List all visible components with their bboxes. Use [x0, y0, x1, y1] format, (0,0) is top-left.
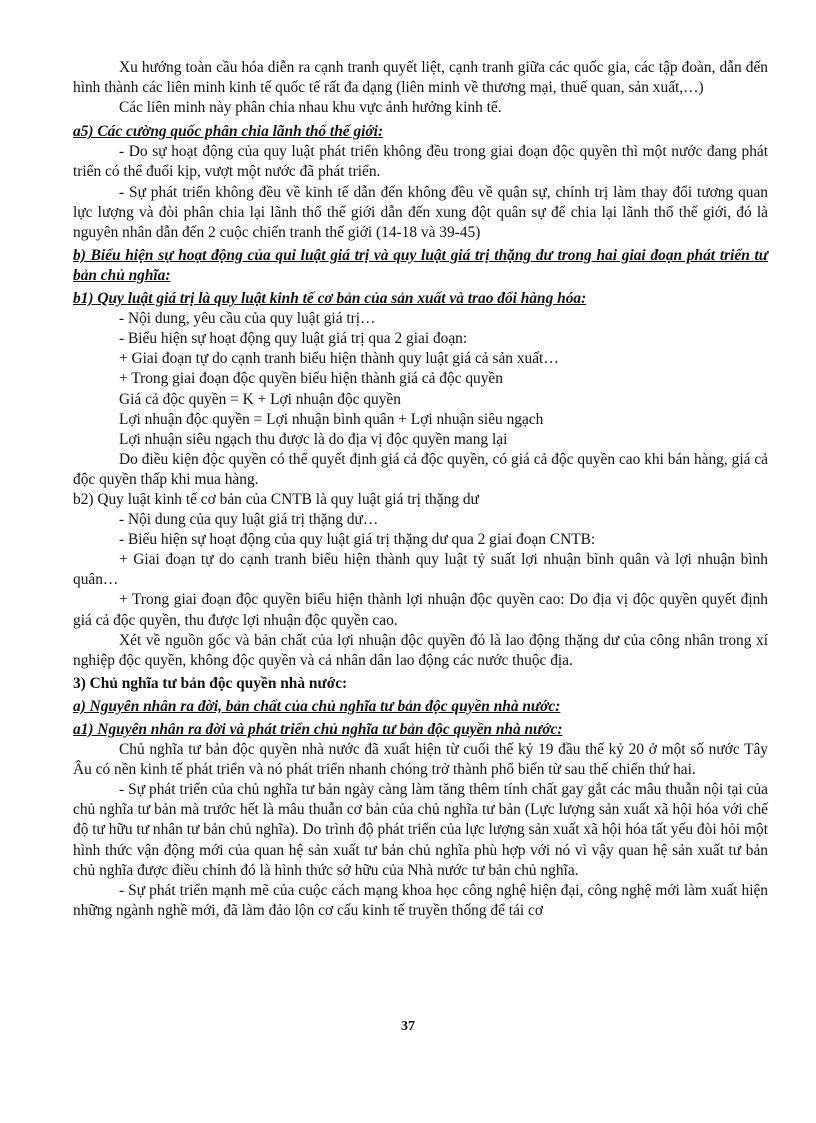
- paragraph: Xu hướng toàn cầu hóa diễn ra cạnh tranh quyết liệt, cạnh tranh giữa các quốc gia, các tập đoàn, dẫn đến hình thành các liên minh kinh tế quốc tế rất đa dạng (liên minh về thương mại, thuế quan, sản xuất,…): [73, 59, 768, 97]
- paragraph: - Biểu hiện sự hoạt động quy luật giá trị qua 2 giai đoạn:: [119, 330, 468, 348]
- paragraph: Chủ nghĩa tư bản độc quyền nhà nước đã xuất hiện từ cuối thế kỷ 19 đầu thế kỷ 20 ở một số nước Tây Âu có nền kinh tế phát triển và nó phát triển nhanh chóng trở thành phổ biến từ sau thế chiến thứ hai.: [73, 741, 768, 779]
- section-heading-a: a) Nguyên nhân ra đời, bản chất của chủ nghĩa tư bản độc quyền nhà nước:: [73, 697, 561, 715]
- document-page: [73, 58, 768, 921]
- formula-line: Lợi nhuận độc quyền = Lợi nhuận bình quân + Lợi nhuận siêu ngạch: [119, 410, 544, 428]
- paragraph: Do điều kiện độc quyền có thể quyết định giá cả độc quyền, có giá cả độc quyền cao khi bán hàng, giá cả độc quyền thấp khi mua hàng.: [73, 450, 768, 488]
- section-heading-3: 3) Chủ nghĩa tư bản độc quyền nhà nước:: [73, 674, 348, 692]
- page-number: 37: [401, 1019, 415, 1034]
- paragraph: - Sự phát triển mạnh mẽ của cuộc cách mạng khoa học công nghệ hiện đại, công nghệ mới làm xuất hiện những ngành nghề mới, đã làm đảo lộn cơ cấu kinh tế truyền thống để tái cơ: [73, 881, 768, 919]
- paragraph: - Sự phát triển của chủ nghĩa tư bản ngày càng làm tăng thêm tính chất gay gắt các mâu thuẫn nội tại của chủ nghĩa tư bản mà trước hết là mâu thuẫn cơ bản của chủ nghĩa tư bản (Lực lượng sản xuất xã hội hóa với chế độ tư hữu tư nhân tư bản chủ nghĩa). Do trình độ phát triển của lực lượng sản xuất xã hội hóa tất yếu đòi hỏi một hình thức vận động mới của quan hệ sản xuất tư bản chủ nghĩa phù hợp với nó vì vậy quan hệ sản xuất tư bản chủ nghĩa được điều chỉnh đó là hình thức sở hữu của Nhà nước tư bản chủ nghĩa.: [73, 781, 768, 879]
- paragraph: - Nội dung của quy luật giá trị thặng dư…: [119, 511, 379, 529]
- paragraph: - Sự phát triển không đều về kinh tế dẫn đến không đều về quân sự, chính trị làm thay đổi tương quan lực lượng và đòi phân chia lại lãnh thổ thế giới dẫn đến xung đột quân sự để chia lại lãnh thổ thế giới, đó là nguyên nhân dẫn đến 2 cuộc chiến tranh thế giới (14-18 và 39-45): [73, 183, 768, 241]
- paragraph: + Trong giai đoạn độc quyền biểu hiện thành lợi nhuận độc quyền cao: Do địa vị độc quyền quyết định giá cả độc quyền, thu được lợi nhuận độc quyền cao.: [73, 591, 768, 629]
- section-heading-a5: a5) Các cường quốc phân chia lãnh thổ thế giới:: [73, 123, 384, 141]
- formula-line: Giá cả độc quyền = K + Lợi nhuận độc quyền: [119, 390, 401, 408]
- paragraph: Lợi nhuận siêu ngạch thu được là do địa vị độc quyền mang lại: [119, 430, 508, 448]
- paragraph: - Do sự hoạt động của quy luật phát triển không đều trong giai đoạn độc quyền thì một nước đang phát triển có thể đuổi kịp, vượt một nước đã phát triển.: [73, 143, 768, 181]
- paragraph: Xét về nguồn gốc và bản chất của lợi nhuận độc quyền đó là lao động thặng dư của công nhân trong xí nghiệp độc quyền, không độc quyền và cả nhân dân lao động các nước thuộc địa.: [73, 631, 768, 669]
- paragraph: Các liên minh này phân chia nhau khu vực ảnh hưởng kinh tế.: [119, 99, 502, 117]
- subsection-b2: b2) Quy luật kinh tế cơ bản của CNTB là quy luật giá trị thặng dư: [73, 490, 479, 508]
- paragraph: - Biểu hiện sự hoạt động của quy luật giá trị thặng dư qua 2 giai đoạn CNTB:: [119, 531, 596, 549]
- paragraph: + Giai đoạn tự do cạnh tranh biểu hiện thành quy luật giá cả sản xuất…: [119, 350, 559, 368]
- section-heading-a1: a1) Nguyên nhân ra đời và phát triển chủ nghĩa tư bản độc quyền nhà nước:: [73, 721, 563, 738]
- paragraph: + Giai đoạn tự do cạnh tranh biểu hiện thành quy luật tỷ suất lợi nhuận bình quân và lợi nhuận bình quân…: [73, 551, 768, 589]
- paragraph: + Trong giai đoạn độc quyền biểu hiện thành giá cả độc quyền: [119, 370, 503, 388]
- paragraph: - Nội dung, yêu cầu của quy luật giá trị…: [119, 310, 376, 328]
- section-heading-b1: b1) Quy luật giá trị là quy luật kinh tế cơ bản của sản xuất và trao đổi hàng hóa:: [73, 290, 587, 308]
- section-heading-b: b) Biểu hiện sự hoạt động của qui luật giá trị và quy luật giá trị thặng dư trong hai giai đoạn phát triển tư bản chủ nghĩa:: [73, 246, 768, 284]
